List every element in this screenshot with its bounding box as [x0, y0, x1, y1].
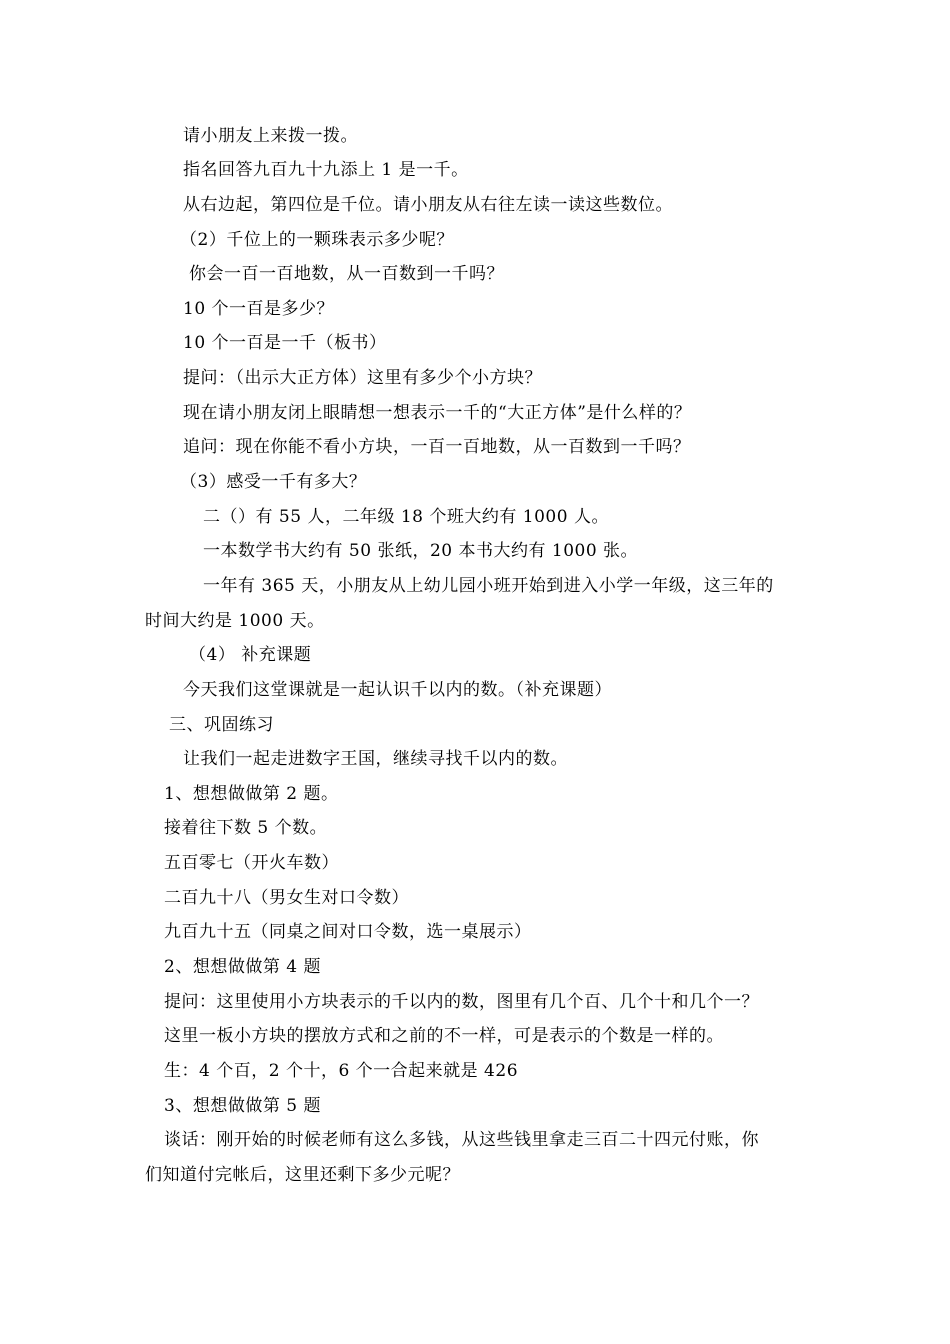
text-line: 提问：（出示大正方体）这里有多少个小方块？	[183, 368, 542, 388]
text-line: 谈话：刚开始的时候老师有这么多钱，从这些钱里拿走三百二十四元付账，你	[164, 1130, 759, 1150]
text-line: 今天我们这堂课就是一起认识千以内的数。（补充课题）	[183, 680, 612, 700]
text-line: 接着往下数 5 个数。	[164, 818, 328, 838]
text-line: 从右边起，第四位是千位。请小朋友从右往左读一读这些数位。	[183, 195, 673, 215]
text-line: 追问：现在你能不看小方块，一百一百地数，从一百数到一千吗？	[183, 437, 691, 457]
text-line: 五百零七（开火车数）	[164, 853, 339, 873]
text-line: 现在请小朋友闭上眼睛想一想表示一千的“大正方体”是什么样的？	[183, 403, 692, 423]
text-line: （4） 补充课题	[189, 645, 312, 665]
text-line: 你会一百一百地数，从一百数到一千吗？	[189, 264, 504, 284]
text-line: 一年有 365 天，小朋友从上幼儿园小班开始到进入小学一年级，这三年的	[203, 576, 774, 596]
text-line: 时间大约是 1000 天。	[145, 611, 325, 631]
text-line: （2）千位上的一颗珠表示多少呢？	[180, 230, 454, 250]
text-line: 们知道付完帐后，这里还剩下多少元呢？	[145, 1165, 460, 1185]
section-heading: 三、巩固练习	[169, 715, 274, 735]
text-line: 让我们一起走进数字王国，继续寻找千以内的数。	[183, 749, 568, 769]
text-line: 二百九十八（男女生对口令数）	[164, 888, 409, 908]
text-line: 3、想想做做第 5 题	[164, 1096, 321, 1116]
text-line: 请小朋友上来拨一拨。	[183, 126, 358, 146]
text-line: 10 个一百是一千（板书）	[183, 333, 387, 353]
text-line: 这里一板小方块的摆放方式和之前的不一样，可是表示的个数是一样的。	[164, 1026, 724, 1046]
text-line: 指名回答九百九十九添上 1 是一千。	[183, 160, 469, 180]
text-line: 二（）有 55 人，二年级 18 个班大约有 1000 人。	[203, 507, 609, 527]
text-line: 2、想想做做第 4 题	[164, 957, 321, 977]
text-line: 10 个一百是多少？	[183, 299, 335, 319]
text-line: 九百九十五（同桌之间对口令数，选一桌展示）	[164, 922, 532, 942]
text-line: 生：4 个百，2 个十，6 个一合起来就是 426	[164, 1061, 519, 1081]
text-line: 1、想想做做第 2 题。	[164, 784, 339, 804]
text-line: （3）感受一千有多大？	[180, 472, 367, 492]
text-line: 一本数学书大约有 50 张纸，20 本书大约有 1000 张。	[203, 541, 639, 561]
text-line: 提问：这里使用小方块表示的千以内的数，图里有几个百、几个十和几个一？	[164, 992, 759, 1012]
